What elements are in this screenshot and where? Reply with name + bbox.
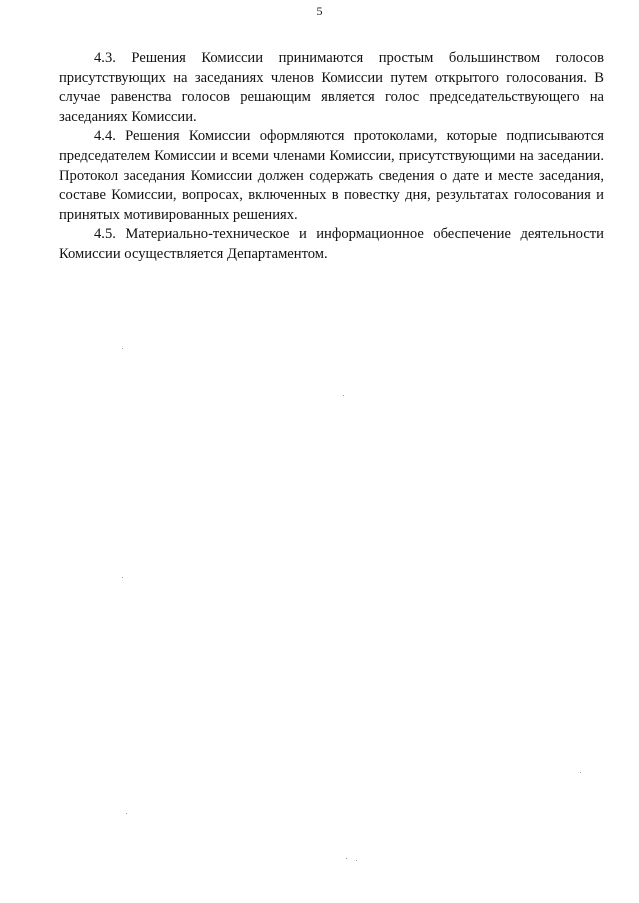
document-body bbox=[59, 49, 604, 265]
scan-speck bbox=[356, 860, 357, 861]
paragraph-4-3: 4.3. Решения Комиссии принимаются простым большинством голосов присутствующих на заседаниях членов Комиссии путем открытого голосования. В случае равенства голосов решающим является голос председательствующего на заседаниях Комиссии. bbox=[59, 50, 604, 125]
scan-speck bbox=[346, 858, 347, 859]
paragraph-4-5: 4.5. Материально-техническое и информационное обеспечение деятельности Комиссии осуществляется Департаментом. bbox=[59, 226, 604, 262]
scan-speck bbox=[122, 577, 123, 578]
scan-speck bbox=[126, 813, 127, 814]
scan-speck bbox=[343, 395, 344, 396]
scan-speck bbox=[580, 772, 581, 773]
paragraph-4-4: 4.4. Решения Комиссии оформляются протоколами, которые подписываются председателем Комиссии и всеми членами Комиссии, присутствующими на заседании. Протокол заседания Комиссии должен содержать сведения о дате и месте заседания, составе Комиссии, вопросах, включенных в повестку дня, результатах голосования и принятых мотивированных решениях. bbox=[59, 128, 604, 223]
page-number: 5 bbox=[316, 4, 323, 18]
scan-speck bbox=[122, 348, 123, 349]
